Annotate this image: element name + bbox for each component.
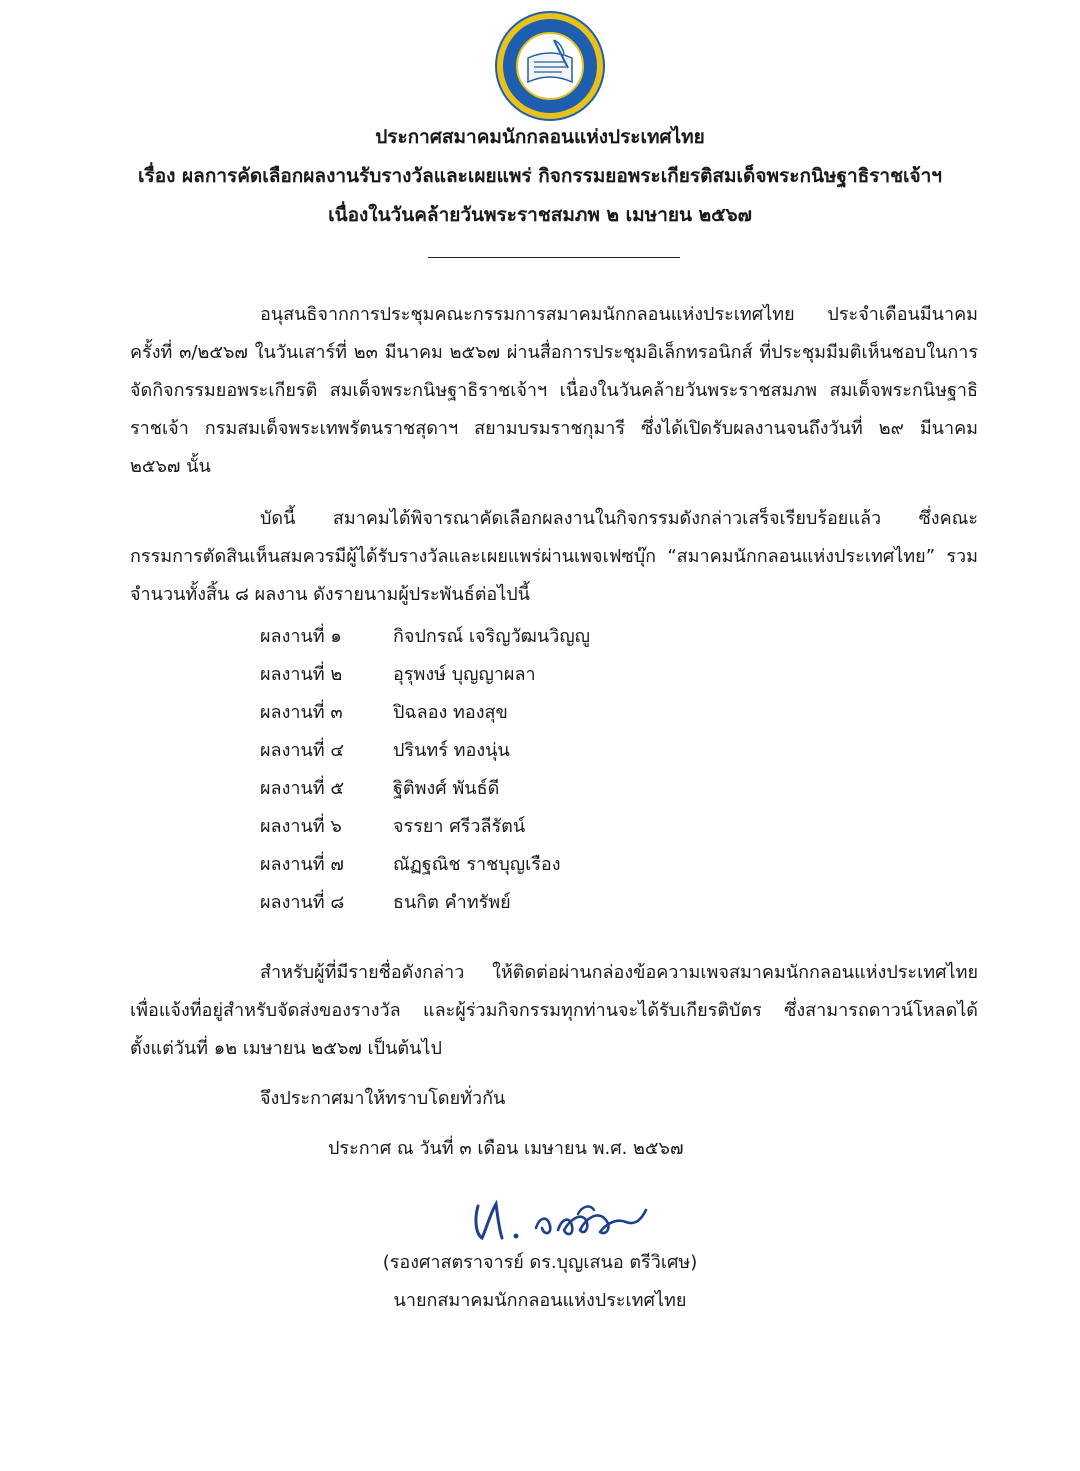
author-name: ฐิติพงศ์ พันธ์ดี (393, 778, 500, 799)
list-item (260, 808, 960, 846)
list-item (260, 846, 960, 884)
work-number: ผลงานที่ ๑ (260, 626, 342, 647)
work-number: ผลงานที่ ๒ (260, 664, 343, 685)
paragraph-2-text: บัดนี้ สมาคมได้พิจารณาคัดเลือกผลงานในกิจกรรมดังกล่าวเสร็จเรียบร้อยแล้ว ซึ่งคณะกรรมการตัดสินเห็นสมควรมีผู้ได้รับรางวัลและเผยแพร่ผ่านเพจเฟซบุ๊ก “สมาคมนักกลอนแห่งประเทศไทย” รวมจำนวนทั้งสิ้น ๘ ผลงาน ดังรายนามผู้ประพันธ์ต่อไปนี้ (130, 508, 978, 605)
work-number: ผลงานที่ ๘ (260, 892, 345, 913)
work-number: ผลงานที่ ๓ (260, 702, 343, 723)
list-item (260, 656, 960, 694)
signer-name: (รองศาสตราจารย์ ดร.บุญเสนอ ตรีวิเศษ) (382, 1252, 698, 1273)
list-item (260, 732, 960, 770)
author-name: อุรุพงษ์ บุญญาผลา (393, 664, 536, 685)
work-number: ผลงานที่ ๔ (260, 740, 344, 761)
title-divider (428, 257, 680, 258)
signer-position: นายกสมาคมนักกลอนแห่งประเทศไทย (393, 1290, 687, 1311)
paragraph-results (130, 500, 978, 614)
author-name: กิจปกรณ์ เจริญวัฒนวิญญู (393, 626, 591, 647)
list-item (260, 694, 960, 732)
paragraph-instructions (130, 954, 978, 1068)
list-item (260, 884, 960, 922)
paragraph-3-text: สำหรับผู้ที่มีรายชื่อดังกล่าว ให้ติดต่อผ่านกล่องข้อความเพจสมาคมนักกลอนแห่งประเทศไทย เพื่อแจ้งที่อยู่สำหรับจัดส่งของรางวัล และผู้ร่วมกิจกรรมทุกท่านจะได้รับเกียรติบัตร ซึ่งสามารถดาวน์โหลดได้ตั้งแต่วันที่ ๑๒ เมษายน ๒๕๖๗ เป็นต้นไป (130, 962, 978, 1059)
author-name: ปรินทร์ ทองนุ่น (393, 740, 510, 761)
work-number: ผลงานที่ ๖ (260, 816, 342, 837)
announcement-date: ประกาศ ณ วันที่ ๓ เดือน เมษายน พ.ศ. ๒๕๖๗ (328, 1138, 684, 1159)
closing-statement: จึงประกาศมาให้ทราบโดยทั่วกัน (260, 1088, 506, 1109)
paragraph-1-text: อนุสนธิจากการประชุมคณะกรรมการสมาคมนักกลอนแห่งประเทศไทย ประจำเดือนมีนาคม ครั้งที่ ๓/๒๕๖๗ ในวันเสาร์ที่ ๒๓ มีนาคม ๒๕๖๗ ผ่านสื่อการประชุมอิเล็กทรอนิกส์ ที่ประชุมมีมติเห็นชอบในการจัดกิจกรรมยอพระเกียรติ สมเด็จพระกนิษฐาธิราชเจ้าฯ เนื่องในวันคล้ายวันพระราชสมภพ สมเด็จพระกนิษฐาธิราชเจ้า กรมสมเด็จพระเทพรัตนราชสุดาฯ สยามบรมราชกุมารี ซึ่งได้เปิดรับผลงานจนถึงวันที่ ๒๙ มีนาคม ๒๕๖๗ นั้น (130, 304, 978, 477)
author-name: ณัฏฐณิช ราชบุญเรือง (393, 854, 561, 875)
work-number: ผลงานที่ ๗ (260, 854, 344, 875)
author-name: ธนกิต คำทรัพย์ (393, 892, 511, 913)
author-name: จรรยา ศรีวลีรัตน์ (393, 816, 526, 837)
announcement-subject: เรื่อง ผลการคัดเลือกผลงานรับรางวัลและเผยแพร่ กิจกรรมยอพระเกียรติสมเด็จพระกนิษฐาธิราชเจ้าฯ (138, 165, 942, 187)
work-number: ผลงานที่ ๕ (260, 778, 344, 799)
association-logo (494, 10, 606, 122)
author-name: ปิฉลอง ทองสุข (393, 702, 508, 723)
list-item (260, 618, 960, 656)
paragraph-background (130, 296, 978, 486)
announcement-title: ประกาศสมาคมนักกลอนแห่งประเทศไทย (375, 126, 705, 148)
list-item (260, 770, 960, 808)
handwritten-signature (466, 1190, 656, 1250)
winners-list (260, 618, 960, 922)
announcement-occasion: เนื่องในวันคล้ายวันพระราชสมภพ ๒ เมษายน ๒๕๖๗ (328, 204, 752, 226)
